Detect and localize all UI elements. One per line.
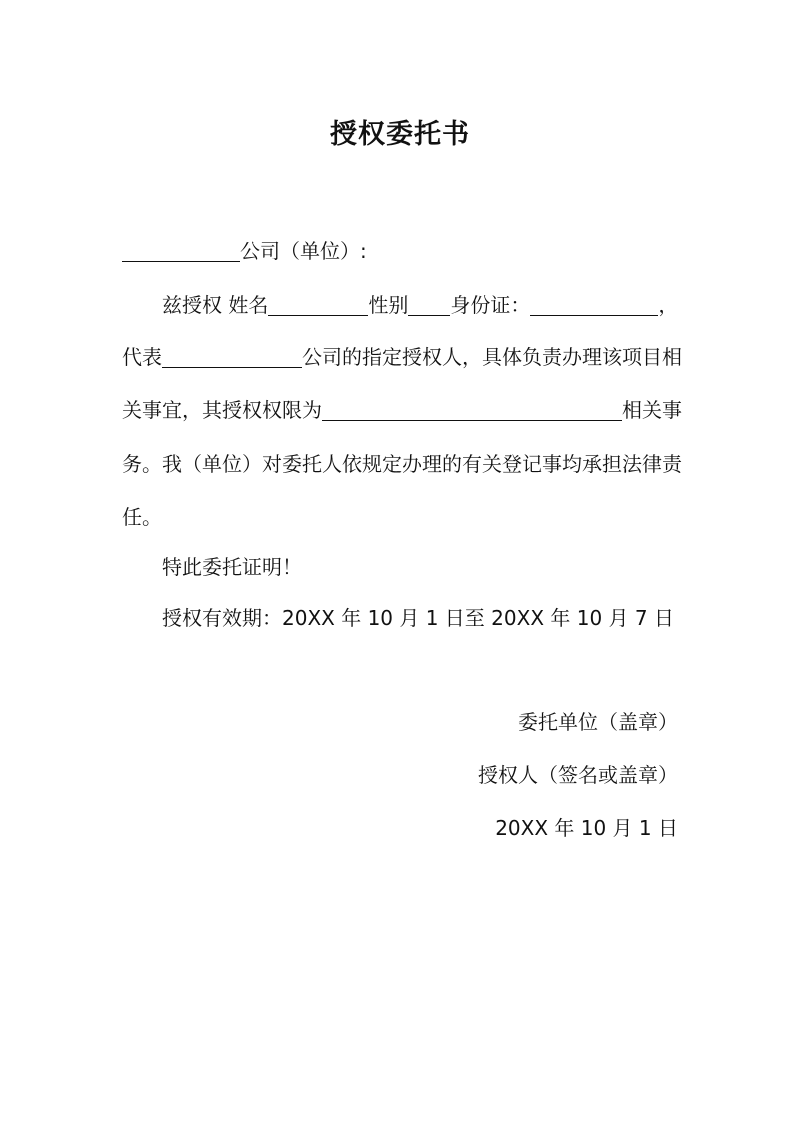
signature-date: 20XX 年 10 月 1 日 [495, 816, 678, 840]
authorization-line-3 [0, 396, 800, 424]
document-title: 授权委托书 [330, 119, 470, 150]
comma: ， [658, 293, 679, 317]
gender-blank[interactable] [408, 293, 450, 316]
id-label: 身份证： [450, 293, 531, 317]
authorization-line-2 [0, 343, 800, 371]
gender-label: 性别 [368, 293, 409, 317]
authority-scope-blank[interactable] [322, 398, 622, 421]
name-label: 兹授权 姓名 [162, 293, 269, 317]
represent-company-blank[interactable] [162, 345, 302, 368]
company-blank[interactable] [122, 239, 240, 262]
addressee-suffix: 公司（单位）: [240, 239, 367, 263]
represent-label: 代表 [122, 345, 162, 369]
authorization-line-4 [0, 450, 800, 478]
validity-text: 授权有效期：20XX 年 10 月 1 日至 20XX 年 10 月 7 日 [162, 606, 674, 630]
authorization-text-3: 相关事 [622, 398, 682, 422]
id-blank[interactable] [530, 293, 658, 316]
authorization-text-2: 公司的指定授权人，具体负责办理该项目相 [302, 345, 682, 369]
validity-line [0, 604, 800, 632]
authorization-text-4: 务。我（单位）对委托人依规定办理的有关登记事均承担法律责 [122, 452, 682, 476]
name-blank[interactable] [268, 293, 368, 316]
signature-authorizer: 授权人（签名或盖章） [478, 763, 678, 787]
authorization-line-5 [0, 503, 800, 531]
authorization-text-5: 任。 [122, 505, 162, 529]
authority-label: 关事宜，其授权权限为 [122, 398, 322, 422]
authorization-line-1 [0, 291, 800, 319]
addressee-line [0, 237, 800, 265]
certify-text: 特此委托证明！ [162, 555, 302, 579]
certify-line [0, 553, 800, 581]
signature-unit: 委托单位（盖章） [518, 710, 678, 734]
